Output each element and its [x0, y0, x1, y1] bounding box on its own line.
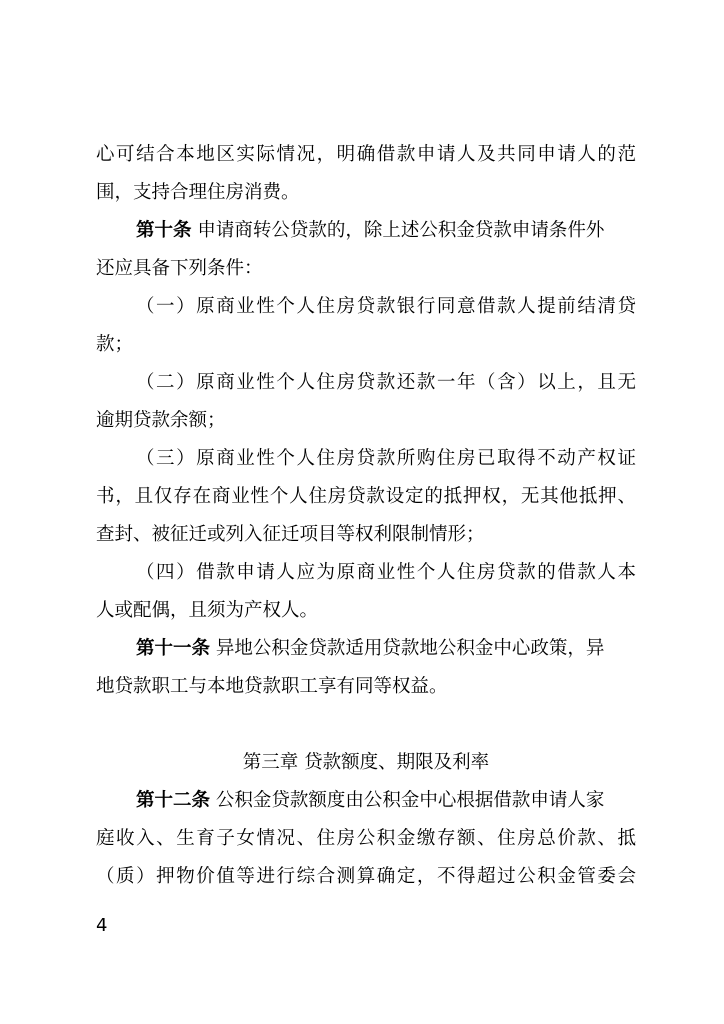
- paragraph-line: 还应具备下列条件：: [96, 258, 263, 279]
- paragraph-line: 书，且仅存在商业性个人住房贷款设定的抵押权，无其他抵押、: [96, 486, 636, 507]
- article-heading: 第十二条: [136, 790, 211, 811]
- article-text: 公积金贷款额度由公积金中心根据借款申请人家: [210, 790, 605, 811]
- paragraph-line: 逾期贷款余额；: [96, 410, 226, 431]
- list-item-line: （三）原商业性个人住房贷款所购住房已取得不动产权证: [136, 448, 636, 469]
- article-12-line: [136, 788, 636, 814]
- page-number: 4: [96, 915, 108, 936]
- article-11-line: [136, 636, 636, 662]
- article-10-line: [136, 218, 636, 244]
- list-item-line: （一）原商业性个人住房贷款银行同意借款人提前结清贷: [136, 296, 636, 317]
- paragraph-line: 心可结合本地区实际情况，明确借款申请人及共同申请人的范: [96, 144, 636, 165]
- paragraph-line: 款；: [96, 334, 134, 355]
- paragraph-line: 查封、被征迁或列入征迁项目等权利限制情形；: [96, 524, 485, 545]
- chapter-heading: 第三章 贷款额度、期限及利率: [242, 752, 490, 773]
- article-heading: 第十条: [136, 220, 192, 241]
- list-item-line: （二）原商业性个人住房贷款还款一年（含）以上，且无: [136, 372, 636, 393]
- article-text: 异地公积金贷款适用贷款地公积金中心政策，异: [210, 638, 605, 659]
- list-item-line: （四）借款申请人应为原商业性个人住房贷款的借款人本: [136, 562, 636, 583]
- paragraph-line: 庭收入、生育子女情况、住房公积金缴存额、住房总价款、抵: [96, 828, 636, 849]
- paragraph-line: 人或配偶，且须为产权人。: [96, 600, 319, 621]
- paragraph-line: （质）押物价值等进行综合测算确定，不得超过公积金管委会: [96, 866, 636, 887]
- paragraph-line: 地贷款职工与本地贷款职工享有同等权益。: [96, 676, 448, 697]
- paragraph-line: 围，支持合理住房消费。: [96, 182, 300, 203]
- article-text: 申请商转公贷款的，除上述公积金贷款申请条件外: [191, 220, 605, 241]
- article-heading: 第十一条: [136, 638, 211, 659]
